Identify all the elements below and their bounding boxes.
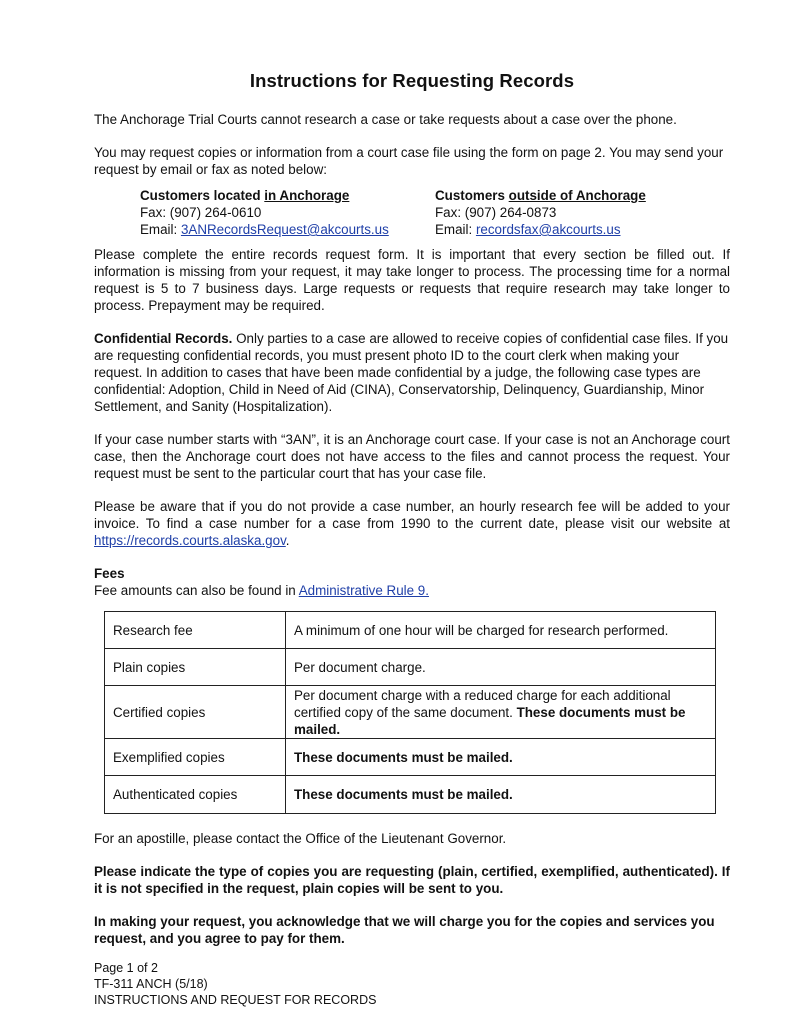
confidential-paragraph: Confidential Records. Only parties to a case are allowed to receive copies of confidential case files. If you are requesting confidential records, you must present photo ID to the court clerk when making your request. In addition to cases that have been made confidential by a judge, the following case types are confidential: Adoption, Child in Need of Aid (CINA), Conservatorship, Delinquency, Guardianship, Minor Settlement, and Sanity (Hospitalization). bbox=[94, 331, 729, 414]
table-row bbox=[105, 649, 716, 686]
intro-paragraph: The Anchorage Trial Courts cannot research a case or take requests about a case over the phone. bbox=[94, 112, 677, 127]
contact-info bbox=[94, 187, 730, 238]
fax-number: Fax: (907) 264-0610 bbox=[140, 205, 262, 220]
email-line: Email: 3ANRecordsRequest@akcourts.us bbox=[140, 222, 389, 237]
fee-description: Per document charge. bbox=[286, 649, 716, 686]
fee-description: These documents must be mailed. bbox=[286, 776, 716, 814]
research-fee-paragraph: Please be aware that if you do not provide a case number, an hourly research fee will be added to your invoice. To find a case number for a case from 1990 to the current date, please visit our website at https://records.courts.alaska.gov. bbox=[94, 499, 730, 548]
page-title: Instructions for Requesting Records bbox=[249, 70, 575, 91]
fee-description: Per document charge with a reduced charge for each additional certified copy of the same document. These documents must be mailed. bbox=[286, 686, 716, 739]
form-name: INSTRUCTIONS AND REQUEST FOR RECORDS bbox=[94, 993, 377, 1007]
page-footer bbox=[94, 960, 376, 1008]
contact-outside-anchorage bbox=[435, 187, 730, 238]
fee-type: Research fee bbox=[105, 612, 286, 649]
fees-table bbox=[104, 611, 716, 814]
fee-type: Exemplified copies bbox=[105, 739, 286, 776]
email-link-anchorage[interactable]: 3ANRecordsRequest@akcourts.us bbox=[180, 222, 389, 237]
apostille-paragraph: For an apostille, please contact the Office of the Lieutenant Governor. bbox=[94, 831, 507, 846]
contact-heading: Customers outside of Anchorage bbox=[435, 188, 646, 203]
document-page bbox=[94, 70, 730, 947]
indicate-copies-paragraph: Please indicate the type of copies you are requesting (plain, certified, exemplified, authenticated). If it is not specified in the request, plain copies will be sent to you. bbox=[94, 864, 730, 896]
records-website-link[interactable]: https://records.courts.alaska.gov bbox=[94, 533, 286, 548]
request-paragraph: You may request copies or information from a court case file using the form on page 2. You may send your request by email or fax as noted below: bbox=[94, 145, 724, 177]
form-id: TF-311 ANCH (5/18) bbox=[94, 977, 208, 991]
email-link-outside[interactable]: recordsfax@akcourts.us bbox=[475, 222, 621, 237]
contact-heading: Customers located in Anchorage bbox=[140, 188, 350, 203]
table-row bbox=[105, 686, 716, 739]
table-row bbox=[105, 776, 716, 814]
complete-form-paragraph: Please complete the entire records request form. It is important that every section be filled out. If information is missing from your request, it may take longer to process. The processing time for a normal request is 5 to 7 business days. Large requests or requests that require research may take longer to process. Prepayment may be required. bbox=[94, 247, 730, 313]
case-number-paragraph: If your case number starts with “3AN”, it is an Anchorage court case. If your case is not an Anchorage court case, then the Anchorage court does not have access to the files and cannot process the request. Your request must be sent to the particular court that has your case file. bbox=[94, 432, 730, 481]
fax-number: Fax: (907) 264-0873 bbox=[435, 205, 557, 220]
contact-in-anchorage bbox=[140, 187, 435, 238]
fee-type: Authenticated copies bbox=[105, 776, 286, 814]
fee-description: A minimum of one hour will be charged for research performed. bbox=[286, 612, 716, 649]
fee-description: These documents must be mailed. bbox=[286, 739, 716, 776]
fee-type: Plain copies bbox=[105, 649, 286, 686]
acknowledge-paragraph: In making your request, you acknowledge that we will charge you for the copies and services you request, and you agree to pay for them. bbox=[94, 914, 715, 946]
table-row bbox=[105, 612, 716, 649]
fees-heading: Fees bbox=[94, 566, 125, 581]
fee-type: Certified copies bbox=[105, 686, 286, 739]
email-line: Email: recordsfax@akcourts.us bbox=[435, 222, 621, 237]
page-number: Page 1 of 2 bbox=[94, 961, 158, 975]
fees-intro: Fee amounts can also be found in Administrative Rule 9. bbox=[94, 583, 429, 598]
admin-rule-link[interactable]: Administrative Rule 9. bbox=[298, 583, 429, 598]
table-row bbox=[105, 739, 716, 776]
confidential-heading: Confidential Records. bbox=[94, 331, 233, 346]
